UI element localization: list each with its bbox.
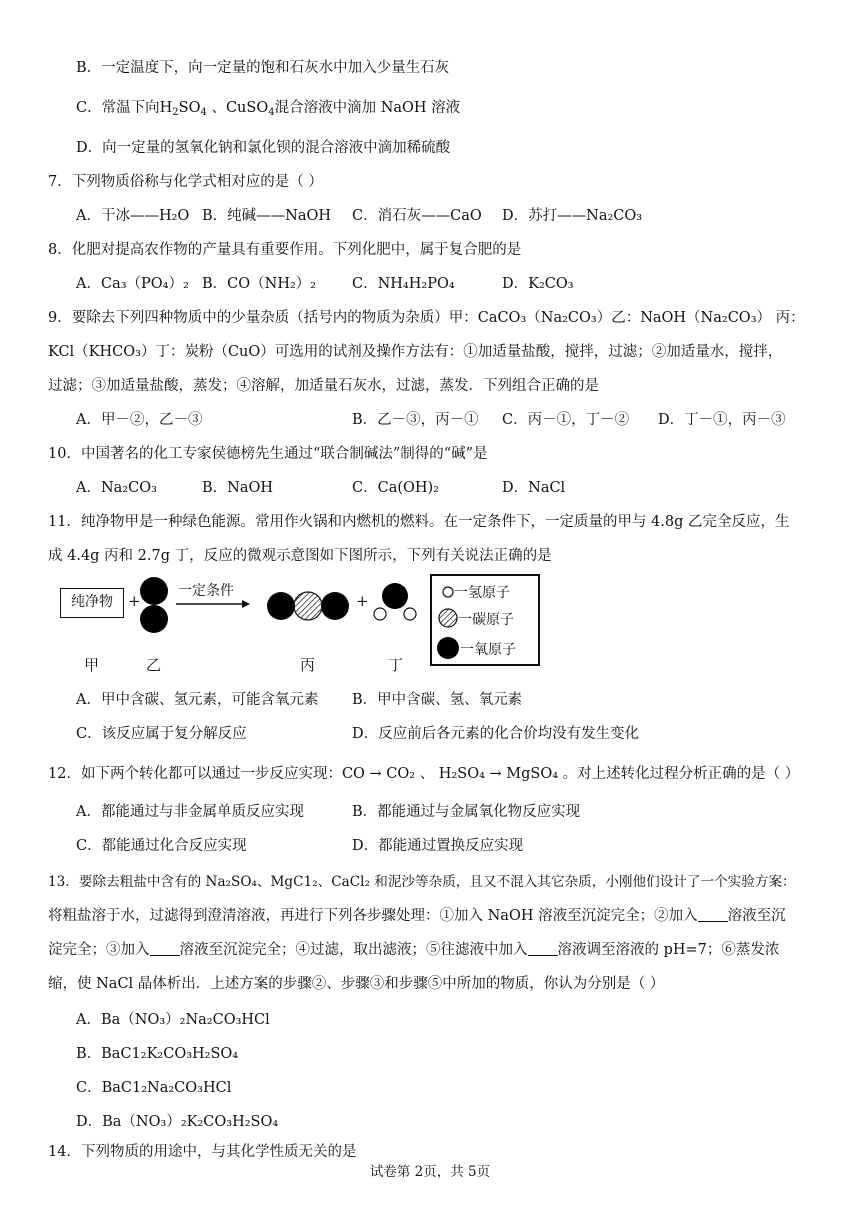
q14-stem: 14．下列物质的用途中，与其化学性质无关的是 [48, 1144, 357, 1160]
q10-options [76, 478, 565, 498]
q13-option-a: A．Ba（NO₃）₂Na₂CO₃HCl [76, 1012, 270, 1028]
q12-option-c: C．都能通过化合反应实现 [76, 838, 247, 854]
q9-line1: 9．要除去下列四种物质中的少量杂质（括号内的物质为杂质）甲：CaCO₃（Na₂CO₃）乙：NaOH（Na₂CO₃） 丙： [48, 310, 805, 326]
q11-option-a: A．甲中含碳、氢元素，可能含氧元素 [76, 692, 319, 708]
pure-substance-box: 纯净物 [60, 588, 124, 618]
q11-line1: 11．纯净物甲是一种绿色能源。常用作火锅和内燃机的燃料。在一定条件下，一定质量的甲与 4.8g 乙完全反应，生 [48, 514, 790, 530]
q8-option-a: A．Ca₃（PO₄）₂ [76, 276, 189, 292]
plus-sign-2: + [356, 592, 369, 610]
answer-blank-3 [528, 941, 558, 956]
q10-stem: 10．中国著名的化工专家侯德榜先生通过“联合制碱法”制得的“碱”是 [48, 446, 488, 462]
q9-option-a: A．甲－②，乙－③ [76, 412, 203, 428]
q6-option-d: D．向一定量的氢氧化钠和氯化钡的混合溶液中滴加稀硫酸 [76, 140, 451, 156]
legend-hydrogen: 一氢原子 [442, 582, 510, 604]
q9-line3: 过滤；③加适量盐酸，蒸发；④溶解，加适量石灰水，过滤，蒸发．下列组合正确的是 [48, 378, 599, 394]
label-ding: 丁 [388, 656, 404, 674]
label-yi: 乙 [146, 656, 162, 674]
legend-oxygen: 一氧原子 [436, 636, 516, 662]
plus-sign-1: + [128, 592, 141, 610]
q8-options [76, 274, 574, 294]
q8-stem: 8．化肥对提高农作物的产量具有重要作用。下列化肥中，属于复合肥的是 [48, 242, 522, 258]
condition-label: 一定条件 [178, 583, 234, 599]
q12-option-a: A．都能通过与非金属单质反应实现 [76, 804, 304, 820]
water-molecule-icon [372, 580, 418, 624]
q8-option-c: C．NH₄H₂PO₄ [352, 276, 455, 292]
q13-line4: 缩，使 NaCl 晶体析出．上述方案的步骤②、步骤③和步骤⑤中所加的物质，你认为分别是（ ） [48, 976, 665, 992]
answer-blank-2 [150, 941, 180, 956]
q8-option-b: B．CO（NH₂）₂ [202, 276, 317, 292]
q9-option-d: D．丁－①，丙－③ [658, 412, 786, 428]
q7-option-c: C．消石灰——CaO [352, 208, 482, 224]
carbon-dioxide-molecule-icon [266, 590, 350, 622]
q11-options-cd [76, 724, 639, 744]
q7-stem: 7．下列物质俗称与化学式相对应的是（ ） [48, 174, 323, 190]
oxygen-atom-icon [436, 636, 460, 660]
q13-option-c: C．BaC1₂Na₂CO₃HCl [76, 1080, 232, 1096]
q11-option-d: D．反应前后各元素的化合价均没有发生变化 [352, 726, 640, 742]
reaction-arrow-icon [176, 598, 252, 612]
q8-option-d: D．K₂CO₃ [502, 276, 574, 292]
q9-options [76, 410, 786, 430]
q10-option-a: A．Na₂CO₃ [76, 480, 157, 496]
label-bing: 丙 [300, 656, 316, 674]
hydrogen-atom-icon [442, 586, 454, 598]
q11-options-ab [76, 690, 522, 710]
q13-line3: 淀完全；③加入 溶液至沉淀完全；④过滤，取出滤液；⑤往滤液中加入 溶液调至溶液的 pH=7；⑥蒸发浓 [48, 942, 780, 958]
q7-option-a: A．干冰——H₂O [76, 208, 190, 224]
q10-option-c: C．Ca(OH)₂ [352, 480, 439, 496]
q7-options [76, 206, 642, 226]
q10-option-d: D．NaCl [502, 480, 566, 496]
q12-option-d: D．都能通过置换反应实现 [352, 838, 524, 854]
q7-option-d: D．苏打——Na₂CO₃ [502, 208, 643, 224]
q10-option-b: B．NaOH [202, 480, 274, 496]
q9-option-b: B．乙－③，丙－① [352, 412, 479, 428]
q6-option-c: C．常温下向$H_2SO_4$ 、CuSO$_4$混合溶液中滴加 NaOH 溶液 [76, 100, 461, 118]
q11-line2: 成 4.4g 丙和 2.7g 丁，反应的微观示意图如下图所示，下列有关说法正确的是 [48, 548, 552, 564]
label-jia: 甲 [84, 656, 100, 674]
q13-line2: 将粗盐溶于水，过滤得到澄清溶液，再进行下列各步骤处理：①加入 NaOH 溶液至沉淀完全；②加入 溶液至沉 [48, 908, 786, 924]
q13-option-b: B．BaC1₂K₂CO₃H₂SO₄ [76, 1046, 239, 1062]
page-footer: 试卷第 2页，共 5页 [369, 1164, 491, 1180]
q9-option-c: C．丙－①，丁－② [502, 412, 630, 428]
q13-line1: 13．要除去粗盐中含有的 Na₂SO₄、MgC1₂、CaCl₂ 和泥沙等杂质，且又不混入其它杂质，小刚他们设计了一个实验方案： [48, 874, 796, 890]
q12-options-cd [76, 836, 523, 856]
answer-blank-1 [698, 907, 728, 922]
atom-legend [430, 574, 540, 666]
q12-stem: 12．如下两个转化都可以通过一步反应实现：CO → CO₂ 、 H₂SO₄ → MgSO₄ 。对上述转化过程分析正确的是（ ） [48, 766, 800, 782]
q12-options-ab [76, 802, 580, 822]
carbon-atom-icon [438, 608, 458, 628]
q11-option-b: B．甲中含碳、氢、氧元素 [352, 692, 523, 708]
oxygen-molecule-icon [138, 574, 172, 636]
q9-line2: KCl（KHCO₃）丁：炭粉（CuO）可选用的试剂及操作方法有：①加适量盐酸，搅拌，过滤；②加适量水，搅拌， [48, 344, 783, 360]
legend-carbon: 一碳原子 [438, 608, 514, 631]
q11-option-c: C．该反应属于复分解反应 [76, 726, 247, 742]
q12-option-b: B．都能通过与金属氧化物反应实现 [352, 804, 581, 820]
q13-option-d: D．Ba（NO₃）₂K₂CO₃H₂SO₄ [76, 1114, 279, 1130]
q6-option-b: B．一定温度下，向一定量的饱和石灰水中加入少量生石灰 [76, 60, 450, 76]
q7-option-b: B．纯碱——NaOH [202, 208, 332, 224]
